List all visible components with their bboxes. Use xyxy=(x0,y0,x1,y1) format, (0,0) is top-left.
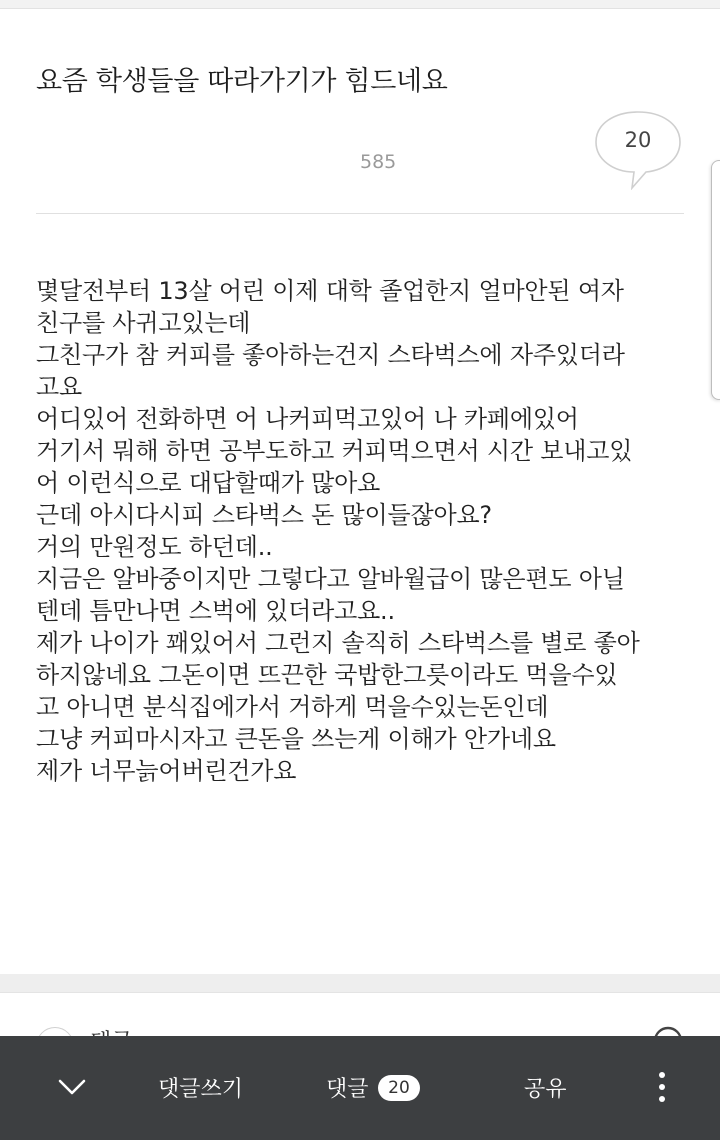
body-line: 고 아니면 분식집에가서 거하게 먹을수있는돈인데 xyxy=(36,693,549,721)
body-line: 근데 아시다시피 스타벅스 돈 많이들잖아요? xyxy=(36,501,492,529)
share-button[interactable]: 공유 xyxy=(524,1077,567,1102)
body-line: 제가 너무늙어버린건가요 xyxy=(36,757,297,785)
comment-count-bubble[interactable] xyxy=(594,110,682,174)
body-line: 거기서 뭐해 하면 공부도하고 커피먹으면서 시간 보내고있 xyxy=(36,437,633,465)
body-line: 몇달전부터 13살 어린 이제 대학 졸업한지 얼마안된 여자 xyxy=(36,277,624,305)
scrollbar-thumb[interactable] xyxy=(711,160,720,400)
body-line: 어디있어 전화하면 어 나커피먹고있어 나 카페에있어 xyxy=(36,405,579,433)
body-line: 텐데 틈만나면 스벅에 있더라고요.. xyxy=(36,597,395,625)
body-line: 제가 나이가 꽤있어서 그런지 솔직히 스타벅스를 별로 좋아 xyxy=(36,629,640,657)
view-count: 585 xyxy=(360,151,397,173)
comments-button[interactable]: 댓글 xyxy=(326,1077,369,1102)
body-line: 거의 만원정도 하던데.. xyxy=(36,533,273,561)
comment-count: 20 xyxy=(624,128,652,152)
post-card xyxy=(0,9,720,974)
body-line: 어 이런식으로 대답할때가 많아요 xyxy=(36,469,381,497)
body-line: 하지않네요 그돈이면 뜨끈한 국밥한그릇이라도 먹을수있 xyxy=(36,661,618,689)
body-line: 그냥 커피마시자고 큰돈을 쓰는게 이해가 안가네요 xyxy=(36,725,556,753)
write-comment-button[interactable]: 댓글쓰기 xyxy=(158,1077,244,1102)
more-vertical-icon[interactable] xyxy=(654,1070,670,1104)
body-line: 그친구가 참 커피를 좋아하는건지 스타벅스에 자주있더라 xyxy=(36,341,625,369)
post-body xyxy=(36,275,686,787)
top-strip xyxy=(0,0,720,9)
body-line: 지금은 알바중이지만 그렇다고 알바월급이 많은편도 아닐 xyxy=(36,565,625,593)
title-divider xyxy=(36,213,684,214)
post-title: 요즘 학생들을 따라가기가 힘드네요 xyxy=(36,66,448,97)
body-line: 친구를 사귀고있는데 xyxy=(36,309,251,337)
comments-count-badge: 20 xyxy=(378,1075,420,1101)
body-line: 고요 xyxy=(36,373,82,401)
chevron-down-icon[interactable] xyxy=(52,1072,92,1102)
bottom-action-bar xyxy=(0,1036,720,1140)
